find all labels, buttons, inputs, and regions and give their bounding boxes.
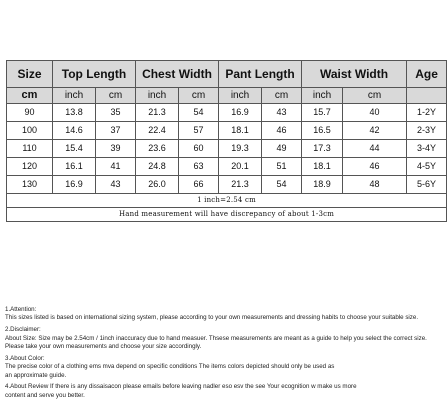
cell-waist-cm: 40 bbox=[343, 104, 407, 122]
cell-pant-inch: 18.1 bbox=[219, 122, 262, 140]
cell-pant-cm: 54 bbox=[262, 176, 302, 194]
header-size: Size bbox=[7, 61, 53, 88]
conversion-note-row bbox=[7, 194, 447, 208]
cell-top-cm: 43 bbox=[96, 176, 136, 194]
cell-age: 4-5Y bbox=[407, 158, 447, 176]
unit-top-inch: inch bbox=[53, 88, 96, 104]
cell-pant-inch: 20.1 bbox=[219, 158, 262, 176]
cell-size: 130 bbox=[7, 176, 53, 194]
cell-age: 1-2Y bbox=[407, 104, 447, 122]
cell-size: 90 bbox=[7, 104, 53, 122]
cell-chest-cm: 66 bbox=[179, 176, 219, 194]
cell-age: 3-4Y bbox=[407, 140, 447, 158]
table-row bbox=[7, 122, 447, 140]
unit-waist-cm: cm bbox=[343, 88, 407, 104]
color-line: an approximate guide. bbox=[5, 371, 67, 379]
size-chart bbox=[6, 60, 438, 222]
cell-chest-inch: 22.4 bbox=[136, 122, 179, 140]
cell-waist-inch: 16.5 bbox=[302, 122, 343, 140]
review-line: content and serve you better. bbox=[5, 391, 85, 399]
disclaimer-block bbox=[5, 326, 427, 351]
conversion-note: 1 inch=2.54 cm bbox=[7, 194, 447, 208]
cell-pant-inch: 19.3 bbox=[219, 140, 262, 158]
cell-age: 5-6Y bbox=[407, 176, 447, 194]
unit-top-cm: cm bbox=[96, 88, 136, 104]
header-top-length: Top Length bbox=[53, 61, 136, 88]
header-pant-length: Pant Length bbox=[219, 61, 302, 88]
unit-size-cm: cm bbox=[7, 88, 53, 104]
table-row bbox=[7, 104, 447, 122]
cell-size: 120 bbox=[7, 158, 53, 176]
header-age: Age bbox=[407, 61, 447, 88]
attention-text: This sizes listed is based on international sizing system, please according to your own measurements and dressing habits to choose your suitable size. bbox=[5, 314, 419, 322]
unit-row bbox=[7, 88, 447, 104]
review-block bbox=[5, 383, 411, 400]
cell-top-cm: 37 bbox=[96, 122, 136, 140]
review-line: 4.About Review If there is any dissaisacon please emails before leaving nadler eso esv the see Your ecognition w make us more bbox=[5, 383, 357, 391]
unit-chest-cm: cm bbox=[179, 88, 219, 104]
cell-pant-cm: 51 bbox=[262, 158, 302, 176]
cell-pant-cm: 43 bbox=[262, 104, 302, 122]
cell-waist-cm: 48 bbox=[343, 176, 407, 194]
attention-block bbox=[5, 306, 419, 323]
cell-waist-cm: 44 bbox=[343, 140, 407, 158]
unit-pant-inch: inch bbox=[219, 88, 262, 104]
cell-top-cm: 35 bbox=[96, 104, 136, 122]
cell-chest-cm: 57 bbox=[179, 122, 219, 140]
cell-pant-cm: 49 bbox=[262, 140, 302, 158]
header-waist-width: Waist Width bbox=[302, 61, 407, 88]
cell-top-inch: 13.8 bbox=[53, 104, 96, 122]
unit-chest-inch: inch bbox=[136, 88, 179, 104]
header-row bbox=[7, 61, 447, 88]
cell-size: 100 bbox=[7, 122, 53, 140]
cell-chest-inch: 23.6 bbox=[136, 140, 179, 158]
cell-top-inch: 14.6 bbox=[53, 122, 96, 140]
measurement-note-row bbox=[7, 208, 447, 222]
cell-chest-cm: 60 bbox=[179, 140, 219, 158]
disclaimer-title: 2.Disclaimer: bbox=[5, 326, 41, 334]
header-chest-width: Chest Width bbox=[136, 61, 219, 88]
cell-pant-cm: 46 bbox=[262, 122, 302, 140]
cell-top-inch: 15.4 bbox=[53, 140, 96, 158]
unit-pant-cm: cm bbox=[262, 88, 302, 104]
unit-age-blank bbox=[407, 88, 447, 104]
cell-age: 2-3Y bbox=[407, 122, 447, 140]
cell-waist-inch: 15.7 bbox=[302, 104, 343, 122]
cell-size: 110 bbox=[7, 140, 53, 158]
table-row bbox=[7, 140, 447, 158]
cell-waist-inch: 18.9 bbox=[302, 176, 343, 194]
cell-top-cm: 39 bbox=[96, 140, 136, 158]
notes-section bbox=[5, 306, 427, 404]
table-row bbox=[7, 176, 447, 194]
disclaimer-line: About Size: Size may be 2.54cm / 1inch inaccuracy due to hand measuer. Thsese measurements are meant as a guide to help you select the correct size. bbox=[5, 334, 427, 342]
cell-chest-inch: 21.3 bbox=[136, 104, 179, 122]
cell-waist-inch: 17.3 bbox=[302, 140, 343, 158]
cell-top-inch: 16.9 bbox=[53, 176, 96, 194]
measurement-note: Hand measurement will have discrepancy of about 1-3cm bbox=[7, 208, 447, 222]
cell-waist-cm: 46 bbox=[343, 158, 407, 176]
cell-pant-inch: 21.3 bbox=[219, 176, 262, 194]
cell-top-cm: 41 bbox=[96, 158, 136, 176]
cell-top-inch: 16.1 bbox=[53, 158, 96, 176]
disclaimer-line: Please take your own measurements and choose your size accordingly. bbox=[5, 343, 202, 351]
cell-chest-cm: 63 bbox=[179, 158, 219, 176]
color-line: The precise color of a clothing ems mva depend on specific conditions The items colors depicted should only be used as bbox=[5, 363, 335, 371]
cell-waist-cm: 42 bbox=[343, 122, 407, 140]
cell-chest-cm: 54 bbox=[179, 104, 219, 122]
color-block bbox=[5, 355, 411, 380]
cell-chest-inch: 26.0 bbox=[136, 176, 179, 194]
attention-title: 1.Attention: bbox=[5, 306, 37, 313]
table-row bbox=[7, 158, 447, 176]
unit-waist-inch: inch bbox=[302, 88, 343, 104]
size-table bbox=[6, 60, 447, 222]
cell-waist-inch: 18.1 bbox=[302, 158, 343, 176]
color-title: 3.About Color: bbox=[5, 354, 45, 362]
cell-pant-inch: 16.9 bbox=[219, 104, 262, 122]
cell-chest-inch: 24.8 bbox=[136, 158, 179, 176]
